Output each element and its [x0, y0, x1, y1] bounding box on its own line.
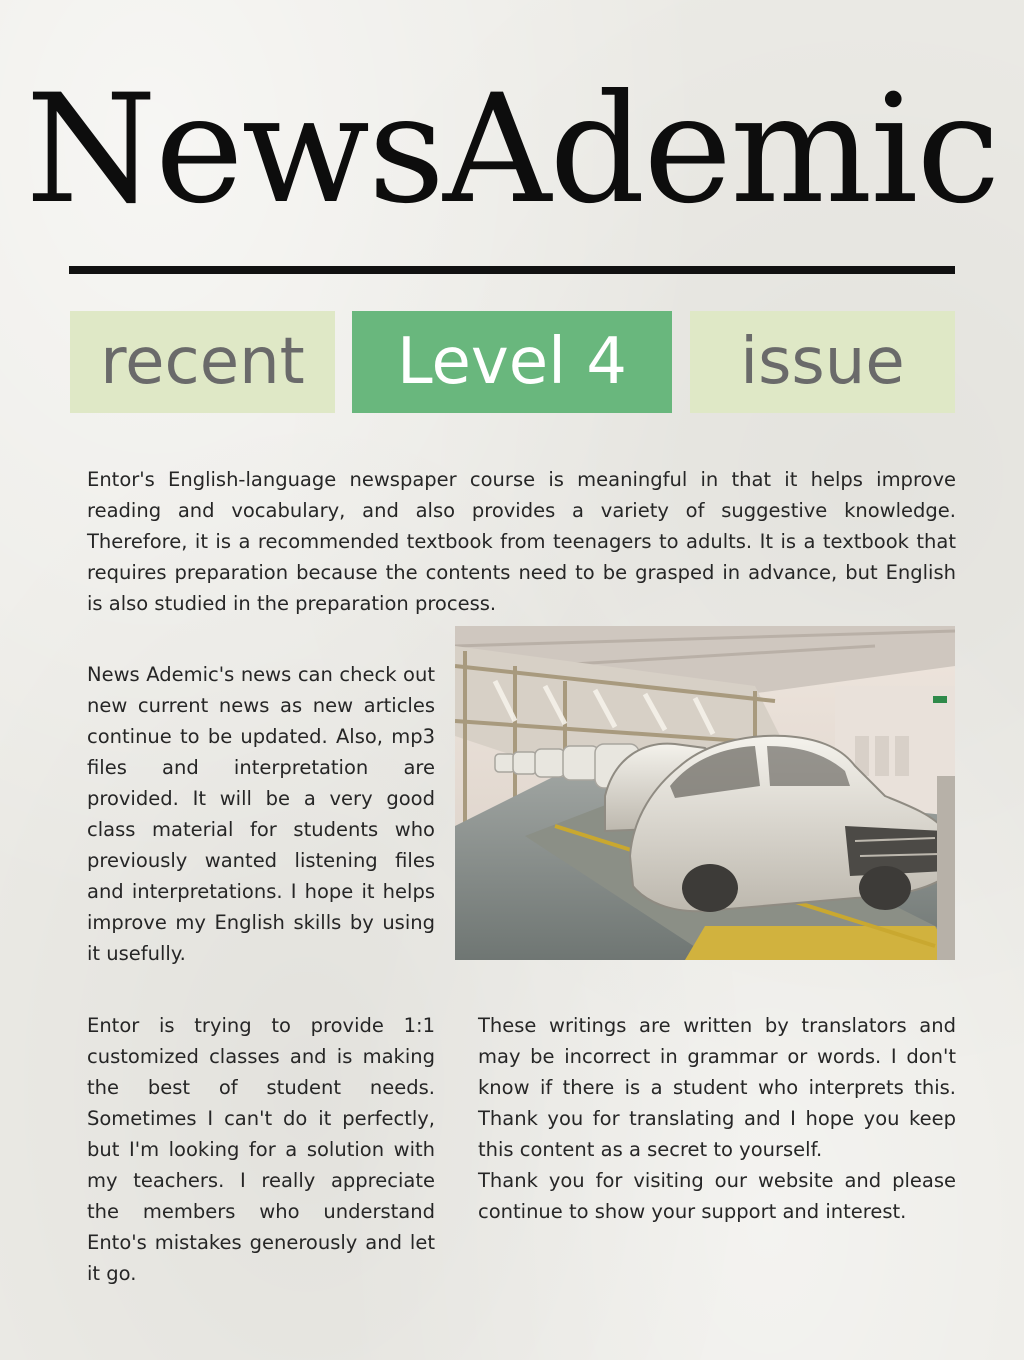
thanks-paragraph: Thank you for visiting our website and please continue to show your support and interest.: [478, 1169, 956, 1223]
intro-paragraph: Entor's English-language newspaper course is meaningful in that it helps improve reading and vocabulary, and also provides a variety of suggestive knowledge. Therefore, it is a recommended textbook from teenagers to adults. It is a textbook that requires preparation because the contents need to be grasped in advance, but English is also studied in the preparation process.: [87, 468, 956, 615]
news-paragraph: News Ademic's news can check out new current news as new articles continue to be updated. Also, mp3 files and interpretation are provided. It will be a very good class material for students who previously wanted listening files and interpretations. I hope it helps improve my English skills by using it usefully.: [87, 663, 435, 965]
translators-paragraph: These writings are written by translators and may be incorrect in grammar or words. I don't know if there is a student who interprets this. Thank you for translating and I hope you keep this content as a secret to yourself.: [478, 1014, 956, 1161]
translators-column: [478, 1010, 956, 1227]
tag-recent: recent: [70, 311, 335, 413]
tag-level: Level 4: [352, 311, 672, 413]
entor-paragraph: Entor is trying to provide 1:1 customized classes and is making the best of student needs. Sometimes I can't do it perfectly, but I'm looking for a solution with my teachers. I really appreciate the members who understand Ento's mistakes generously and let it go.: [87, 1014, 435, 1285]
car-assembly-line-photo: [455, 626, 955, 960]
tag-issue: issue: [690, 311, 955, 413]
masthead-divider: [69, 266, 955, 274]
masthead-title: NewsAdemic: [25, 63, 999, 237]
